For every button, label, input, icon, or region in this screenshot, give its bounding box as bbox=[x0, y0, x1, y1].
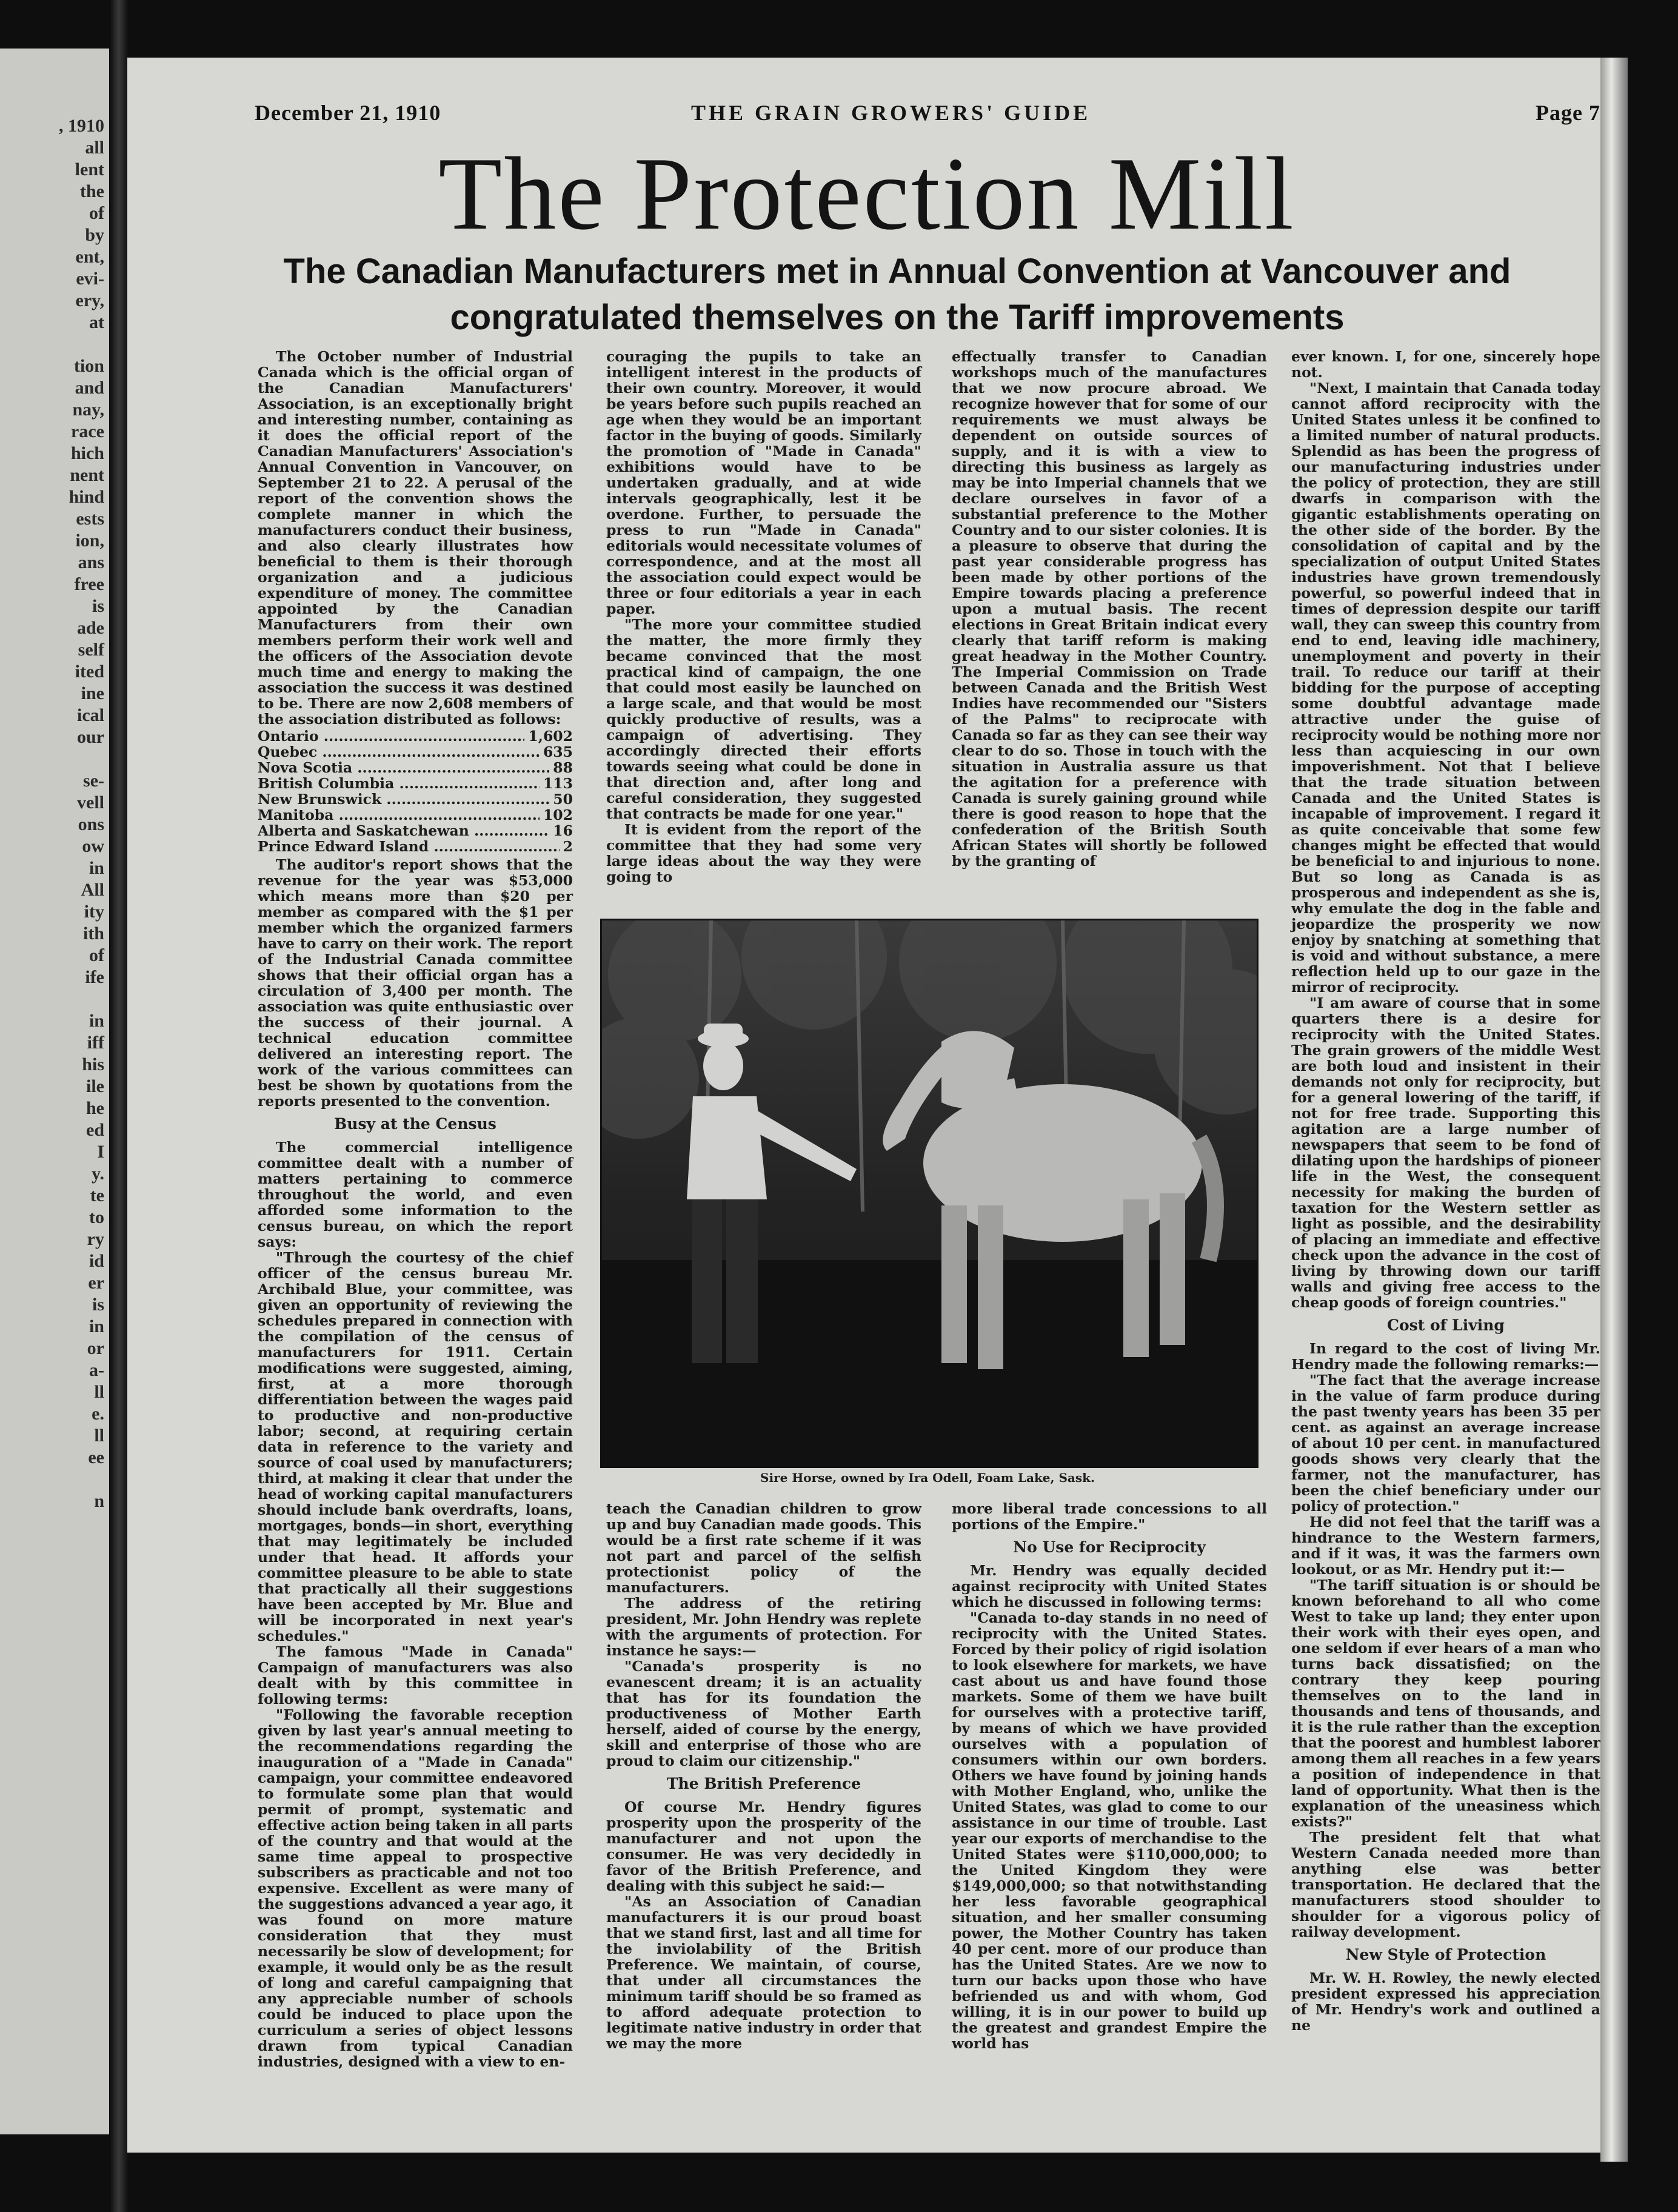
paragraph: "The more your committee studied the matter, the more firmly they became convinced that the most practical kind of campaign, the one that could most easily be launched on a large scale, and that would be most quickly productive of results, was a campaign of advertising. They accordingly directed their efforts towards seeing what could be done in that direction and, after long and careful consideration, they suggested that contracts be made for one year." bbox=[606, 616, 921, 822]
paragraph: effectually transfer to Canadian workshops much of the manufactures that we now procure abroad. We recognize however that for some of our requirements we must always be dependent on outside sources of supply, and it is with a view to directing this business as largely as may be into Imperial channels that we declare ourselves in favor of a substantial preference to the Mother Country and to our sister colonies. It is a pleasure to observe that during the past year considerable progress has been made by other portions of the Empire towards placing a preference upon a mutual basis. The recent elections in Great Britain indicat every clearly that tariff reform is making great headway in the Mother Country. The Imperial Commission on Trade between Canada and the British West Indies have recommended our "Sisters of the Palms" to reciprocate with Canada so far as they can see their way clear to do so. Those in touch with the situation in Australia assure us that the agitation for a preference with Canada is surely gaining ground while there is good reason to hope that the confederation of the British South African States will shortly be followed by the granting of bbox=[952, 348, 1267, 870]
adjacent-page-word: ll bbox=[94, 1382, 104, 1402]
member-count: 113 bbox=[543, 775, 573, 792]
adjacent-page-word: to bbox=[89, 1207, 104, 1227]
province-name: Quebec ..... bbox=[258, 744, 540, 760]
adjacent-page-word: y. bbox=[92, 1164, 104, 1184]
member-count: 50 bbox=[553, 791, 573, 808]
adjacent-page-word: a- bbox=[89, 1360, 104, 1380]
adjacent-page-word: he bbox=[86, 1098, 104, 1118]
paragraph: Mr. W. H. Rowley, the newly elected president expressed his appreciation of Mr. Hendry's work and outlined a ne bbox=[1291, 1969, 1600, 2034]
adjacent-page-word: ade bbox=[77, 618, 104, 638]
adjacent-page-word: ile bbox=[86, 1076, 104, 1096]
adjacent-page-word: ith bbox=[82, 923, 104, 943]
subheading: No Use for Reciprocity bbox=[1013, 1538, 1206, 1556]
adjacent-page-word: ine bbox=[81, 683, 104, 703]
adjacent-page-word: All bbox=[81, 880, 104, 900]
adjacent-page-word: self bbox=[78, 640, 104, 660]
adjacent-page-word: ife bbox=[85, 967, 104, 987]
adjacent-page-word: ion, bbox=[75, 531, 104, 551]
adjacent-page-word: race bbox=[71, 421, 104, 441]
subheading: Cost of Living bbox=[1387, 1316, 1505, 1334]
province-name: New Brunswick ..... bbox=[258, 791, 549, 807]
adjacent-page-word: ity bbox=[84, 902, 104, 922]
paragraph: "Canada to-day stands in no need of reciprocity with the United States. Forced by their policy of rigid isolation to look elsewhere for markets, we have cast about us and have found those markets. Some of them we have built for ourselves with a protective tariff, by means of which we have provided ourselves with a population of consumers within our own borders. Others we have found by joining hands with Mother England, who, unlike the United States, was glad to come to our assistance in our time of trouble. Last year our exports of merchandise to the United States were $110,000,000; to the United Kingdom they were $149,000,000; so that notwithstanding her less favorable geographical situation, and her smaller consuming power, the Mother Country has taken 40 per cent. more of our produce than has the United States. Are we now to turn our backs upon those who have befriended us and with whom, God willing, it is in our power to build up the greatest and grandest Empire the world has bbox=[952, 1609, 1267, 2052]
adjacent-page-word: of bbox=[89, 203, 104, 223]
province-name: Manitoba ..... bbox=[258, 807, 540, 823]
article-headline: The Protection Mill bbox=[438, 136, 1295, 252]
membership-row bbox=[258, 744, 573, 760]
adjacent-page-word: ons bbox=[78, 814, 104, 834]
adjacent-page-word: iff bbox=[87, 1033, 104, 1053]
column-3-top bbox=[952, 349, 1267, 869]
paragraph: teach the Canadian children to grow up and buy Canadian made goods. This would be a first rate scheme if it was not part and parcel of the selfish protectionist policy of the manufacturers. bbox=[606, 1500, 921, 1596]
paragraph: couraging the pupils to take an intelligent interest in the products of their own country. Moreover, it would be years before such pupils reached an age when they would be an important factor in the buying of goods. Similarly the promotion of "Made in Canada" exhibitions would have to be undertaken gradually, and at wide intervals geographically, lest it be overdone. Further, to persuade the press to run "Made in Canada" editorials would necessitate volumes of correspondence, and at the most all the association could expect would be three or four editorials a year in each paper. bbox=[606, 348, 921, 617]
photo-caption: Sire Horse, owned by Ira Odell, Foam Lake, Sask. bbox=[760, 1470, 1095, 1485]
adjacent-page-word: by bbox=[85, 225, 104, 245]
adjacent-page-word: is bbox=[92, 1295, 104, 1315]
adjacent-page-word: ed bbox=[86, 1120, 104, 1140]
member-count: 16 bbox=[553, 822, 573, 839]
paragraph: "Next, I maintain that Canada today cannot afford reciprocity with the United States unless it be confined to a limited number of natural products. Splendid as has been the progress of our manufacturing industries under the policy of protection, they are still dwarfs in comparison with the gigantic establishments operating on the other side of the border. By the consolidation of capital and by the specialization of output United States industries have grown tremendously powerful, so powerful indeed that in times of depression despite our tariff wall, they can sweep this country from end to end, leaving idle machinery, unemployment and poverty in their trail. To reduce our tariff at their bidding for the purpose of accepting some doubtful advantage made attractive under the guise of reciprocity would be nothing more nor less than acquiescing in our own impoverishment. Not that I believe that the trade situation between Canada and the United States is incapable of improvement. I regard it as quite conceivable that some few changes might be effected that would be beneficial to and injurious to none. But so long as Canada is as prosperous and independent as she is, why emulate the dog in the fable and jeopardize the prosperity we now enjoy by snatching at something that is void and without substance, a mere reflection held up to our gaze in the mirror of reciprocity. bbox=[1291, 380, 1600, 996]
member-count: 635 bbox=[543, 743, 573, 760]
adjacent-page-word: free bbox=[74, 574, 104, 594]
adjacent-page-word: ery, bbox=[75, 290, 104, 310]
adjacent-page-word: is bbox=[92, 596, 104, 616]
paragraph: The address of the retiring president, Mr. John Hendry was replete with the arguments of protection. For instance he says:— bbox=[606, 1595, 921, 1659]
page-edge bbox=[1600, 58, 1628, 2162]
adjacent-page-word: in bbox=[89, 858, 104, 878]
adjacent-page-word: vell bbox=[77, 793, 104, 813]
membership-row bbox=[258, 791, 573, 807]
paragraph: The October number of Industrial Canada which is the official organ of the Canadian Manufacturers' Association, is an exceptionally bright and interesting number, containing as it does the official report of the Canadian Manufacturers' Association's Annual Convention in Vancouver, on September 21 to 22. A perusal of the report of the convention shows the complete manner in which the manufacturers conduct their business, and also clearly illustrates how beneficial to them is their thorough organization and a judicious expenditure of money. The committee appointed by the Canadian Manufacturers from their own members perform their work well and the officers of the Association devote much time and energy to making the association the success it was destined to be. There are now 2,608 members of the association distributed as follows: bbox=[258, 348, 573, 728]
horse-photo-image bbox=[602, 920, 1257, 1466]
paragraph: Of course Mr. Hendry figures prosperity upon the prosperity of the manufacturer and not upon the consumer. He was very decidedly in favor of the British Preference, and dealing with this subject he said:— bbox=[606, 1798, 921, 1894]
adjacent-page-word: se- bbox=[83, 771, 104, 791]
horse-photo bbox=[600, 919, 1258, 1468]
adjacent-page-word: ical bbox=[77, 705, 104, 725]
adjacent-page-word: ll bbox=[94, 1426, 104, 1446]
paragraph: "I am aware of course that in some quarters there is a desire for reciprocity with the United States. The grain growers of the middle West are both loud and insistent in their demands not only for reciprocity, but for a general lowering of the tariff, if not for free trade. Supporting this agitation are a large number of newspapers that seem to be fond of dilating upon the hardships of pioneer life in the West, the consequent necessity for making the burden of taxation for the Western settler as light as possible, and the desirability of placing an immediate and effective check upon the advance in the cost of living by throwing down our tariff walls and giving free access to the cheap goods of foreign countries." bbox=[1291, 994, 1600, 1311]
adjacent-page-word: at bbox=[89, 312, 104, 332]
adjacent-page-word: evi- bbox=[76, 269, 104, 289]
membership-row bbox=[258, 823, 573, 839]
paragraph: "Following the favorable reception given by last year's annual meeting to the recommendations regarding the inauguration of a "Made in Canada" campaign, your committee endeavored to formulate some plan that would permit of prompt, systematic and effective action being taken in all parts of the country and that would at the same time appeal to prospective subscribers as practicable and not too expensive. Excellent as were many of the suggestions advanced a year ago, it was found on more mature consideration that they must necessarily be slow of development; for example, it would only be as the result of long and careful campaigning that any appreciable number of schools could be induced to place upon the curriculum a series of object lessons drawn from typical Canadian industries, designed with a view to en- bbox=[258, 1706, 573, 2070]
paragraph: "As an Association of Canadian manufacturers it is our proud boast that we stand first, last and all time for the inviolability of the British Preference. We maintain, of course, that under all circumstances the minimum tariff should be so framed as to afford adequate protection to legitimate native industry in order that we may the more bbox=[606, 1893, 921, 2052]
adjacent-page-word: I bbox=[97, 1142, 104, 1162]
book-gutter bbox=[109, 0, 129, 2212]
newspaper-page bbox=[127, 58, 1606, 2153]
adjacent-page-word: lent bbox=[75, 159, 104, 179]
adjacent-page-word: te bbox=[90, 1185, 104, 1205]
membership-row bbox=[258, 776, 573, 791]
adjacent-page-word: tion bbox=[73, 356, 104, 376]
paragraph: The commercial intelligence committee dealt with a number of matters pertaining to commerce throughout the world, and even afforded some information to the census bureau, on which the report says: bbox=[258, 1139, 573, 1250]
adjacent-page-word: his bbox=[82, 1054, 104, 1074]
column-4 bbox=[1291, 349, 1600, 2033]
adjacent-page-fragment bbox=[0, 49, 109, 2134]
membership-row bbox=[258, 807, 573, 823]
column-2-bottom bbox=[606, 1501, 921, 2051]
member-count: 88 bbox=[553, 759, 573, 776]
paragraph: He did not feel that the tariff was a hindrance to the Western farmers, and if it was, it was the farmers own lookout, or as Mr. Hendry put it:— bbox=[1291, 1513, 1600, 1578]
paragraph: "The fact that the average increase in the value of farm produce during the past twenty years has been 35 per cent. as against an average increase of about 10 per cent. in manufactured goods shows very clearly that the farmer, not the manufacturer, has been the chief beneficiary under our policy of protection." bbox=[1291, 1372, 1600, 1515]
adjacent-page-word: in bbox=[89, 1011, 104, 1031]
adjacent-page-word: ited bbox=[75, 662, 104, 682]
membership-row bbox=[258, 728, 573, 744]
column-3-bottom bbox=[952, 1501, 1267, 2051]
province-name: Nova Scotia ..... bbox=[258, 760, 549, 776]
paragraph: ever known. I, for one, sincerely hope not. bbox=[1291, 348, 1600, 381]
adjacent-page-word: of bbox=[89, 945, 104, 965]
membership-table bbox=[258, 728, 573, 854]
adjacent-page-word: e. bbox=[92, 1404, 104, 1424]
member-count: 1,602 bbox=[528, 728, 573, 745]
column-1 bbox=[258, 349, 573, 2070]
adjacent-page-word: or bbox=[87, 1338, 104, 1358]
adjacent-page-word: ent, bbox=[75, 247, 104, 267]
adjacent-page-word: all bbox=[85, 138, 104, 158]
adjacent-page-word: in bbox=[89, 1316, 104, 1336]
province-name: British Columbia ..... bbox=[258, 776, 540, 791]
subheading: New Style of Protection bbox=[1345, 1946, 1546, 1963]
adjacent-page-word: n bbox=[94, 1491, 104, 1511]
membership-row bbox=[258, 839, 573, 854]
subheading: The British Preference bbox=[666, 1775, 861, 1792]
paragraph: The president felt that what Western Canada needed more than anything else was better transportation. He declared that the manufacturers stood shoulder to shoulder for a vigorous policy of railway development. bbox=[1291, 1829, 1600, 1940]
adjacent-page-word: ests bbox=[76, 509, 104, 529]
adjacent-page-word: and bbox=[75, 378, 104, 398]
paragraph: In regard to the cost of living Mr. Hendry made the following remarks:— bbox=[1291, 1340, 1600, 1373]
paragraph: The auditor's report shows that the revenue for the year was $53,000 which means more than $20 per member as compared with the $1 per member which the organized farmers have to carry on their work. The report of the Industrial Canada committee shows that their official organ has a circulation of 3,400 per month. The association was quite enthusiastic over the success of their journal. A technical education committee delivered an interesting report. The work of the various committees can best be shown by quotations from the reports presented to the convention. bbox=[258, 856, 573, 1110]
adjacent-page-word: ry bbox=[87, 1229, 104, 1249]
publication-name: THE GRAIN GROWERS' GUIDE bbox=[691, 101, 1091, 125]
province-name: Prince Edward Island ..... bbox=[258, 839, 560, 854]
adjacent-page-word: the bbox=[80, 181, 104, 201]
province-name: Alberta and Saskatchewan ..... bbox=[258, 823, 549, 839]
paragraph: "The tariff situation is or should be known beforehand to all who come West to take up land; they enter upon their work with their eyes open, and one seldom if ever hears of a man who turns back dissatisfied; on the contrary they keep pouring themselves on to the land in thousands and tens of thousands, and it is the rule rather than the exception that the poorest and humblest laborer among them all reaches in a few years a position of independence in that land of opportunity. What then is the explanation of the uneasiness which exists?" bbox=[1291, 1577, 1600, 1830]
adjacent-page-word: hind bbox=[69, 487, 104, 507]
paragraph: "Through the courtesy of the chief officer of the census bureau Mr. Archibald Blue, your committee, was given an opportunity of reviewing the schedules prepared in connection with the compilation of the census of manufacturers for 1911. Certain modifications were suggested, aiming, first, at a more thorough differentiation between the wages paid to productive and non-productive labor; second, at requiring certain data in reference to the variety and source of coal used by manufacturers; third, at making it clear that under the head of working capital manufacturers should include bank overdrafts, loans, mortgages, bonds—in short, everything that may legitimately be included under that head. It affords your committee pleasure to be able to state that practically all their suggestions have been accepted by Mr. Blue and will be incorporated in next year's schedules." bbox=[258, 1249, 573, 1644]
membership-row bbox=[258, 760, 573, 776]
article-deck: The Canadian Manufacturers met in Annual Convention at Vancouver and congratulated themselves on the Tariff improvements bbox=[283, 252, 1511, 337]
adjacent-page-word: ans bbox=[78, 552, 104, 572]
member-count: 2 bbox=[563, 838, 573, 855]
paragraph: "Canada's prosperity is no evanescent dream; it is an actuality that has for its foundation the productiveness of Mother Earth herself, aided of course by the energy, skill and enterprise of those who are proud to claim our citizenship." bbox=[606, 1658, 921, 1769]
adjacent-page-word: ow bbox=[82, 836, 104, 856]
adjacent-page-word: hich bbox=[70, 443, 104, 463]
adjacent-page-word: our bbox=[77, 727, 104, 747]
paragraph: It is evident from the report of the committee that they had some very large ideas about the way they were going to bbox=[606, 821, 921, 885]
adjacent-page-word: , 1910 bbox=[59, 116, 104, 136]
page-number: Page 7 bbox=[1536, 101, 1600, 125]
issue-date: December 21, 1910 bbox=[255, 101, 441, 125]
paragraph: Mr. Hendry was equally decided against reciprocity with United States which he discussed in following terms: bbox=[952, 1562, 1267, 1610]
adjacent-page-word: nay, bbox=[72, 400, 104, 420]
adjacent-page-word: er bbox=[88, 1273, 104, 1293]
member-count: 102 bbox=[543, 806, 573, 823]
paragraph: more liberal trade concessions to all portions of the Empire." bbox=[952, 1500, 1267, 1533]
adjacent-page-word: id bbox=[89, 1251, 104, 1271]
adjacent-page-word: ee bbox=[88, 1447, 104, 1467]
adjacent-page-word: nent bbox=[70, 465, 104, 485]
subheading: Busy at the Census bbox=[334, 1115, 496, 1133]
paragraph: The famous "Made in Canada" Campaign of manufacturers was also dealt with by this committee in following terms: bbox=[258, 1643, 573, 1708]
column-2-top bbox=[606, 349, 921, 885]
province-name: Ontario ..... bbox=[258, 728, 524, 744]
